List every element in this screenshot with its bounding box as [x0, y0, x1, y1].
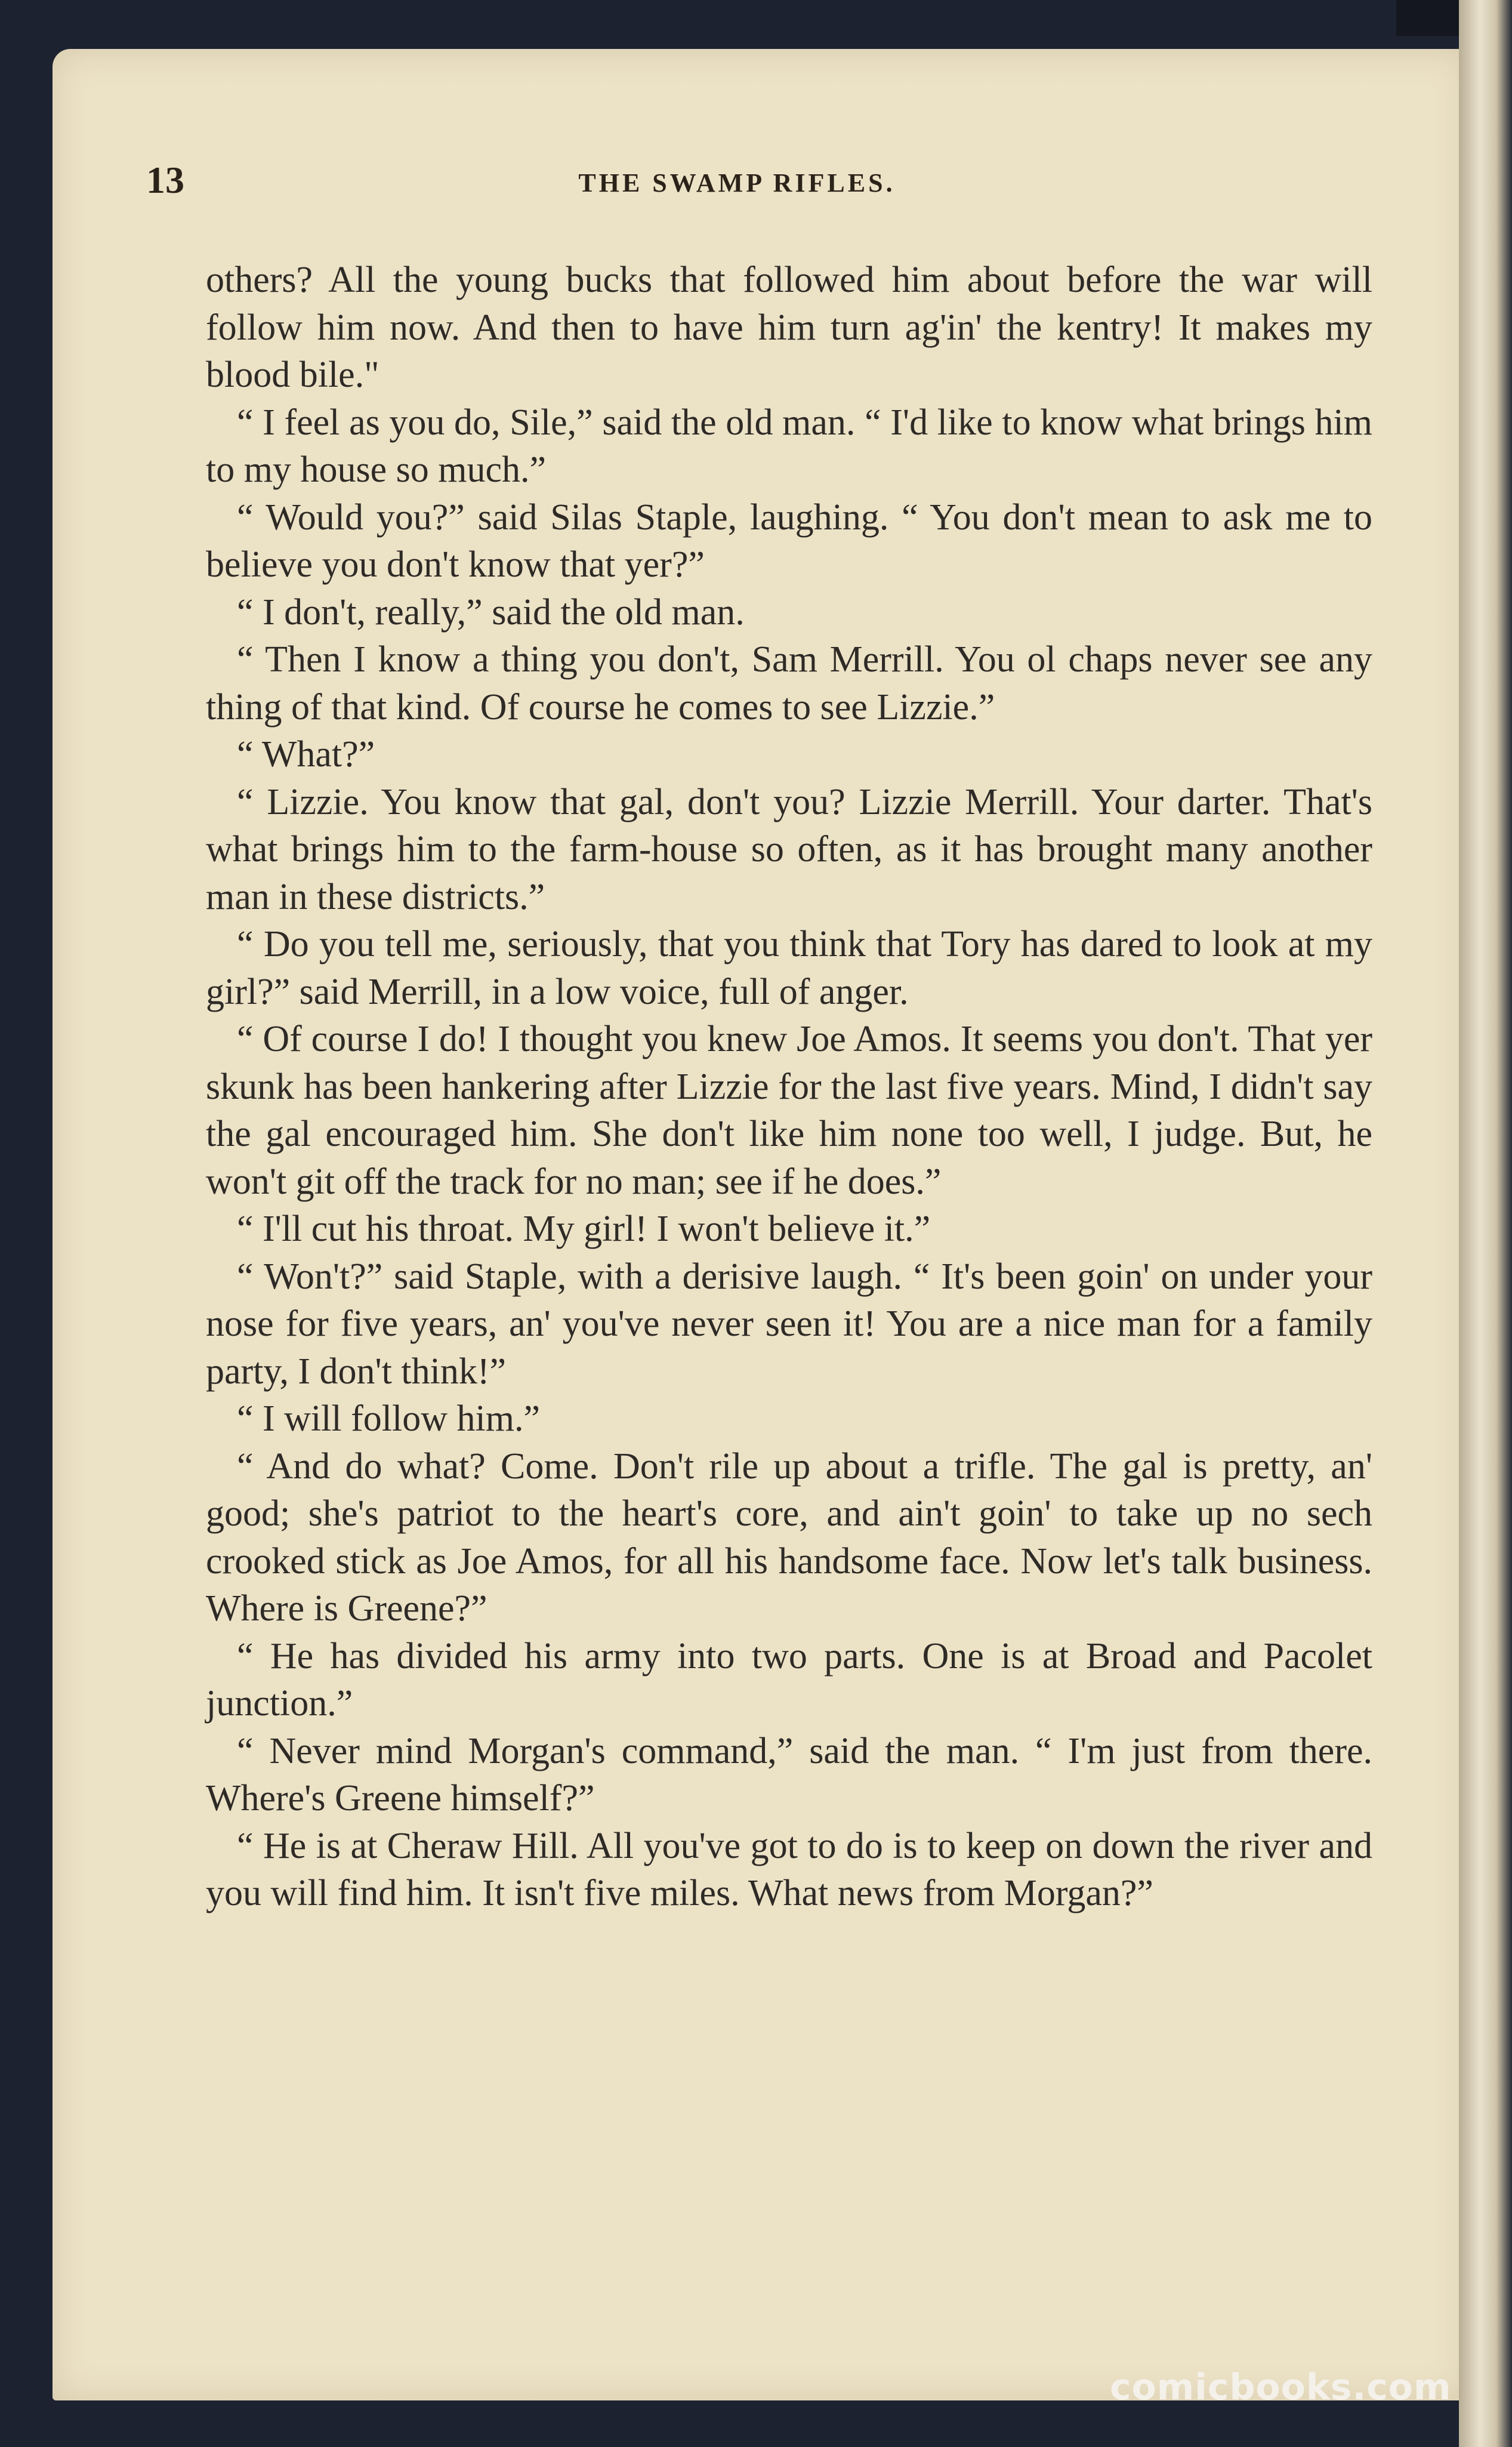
paragraph: “ He has divided his army into two parts. One is at Broad and Pacolet junction.”: [206, 1635, 1372, 1724]
body-text: [206, 257, 1372, 1918]
paragraph: “ Do you tell me, seriously, that you think that Tory has dared to look at my girl?” said Merrill, in a low voice, full of anger.: [206, 924, 1372, 1012]
paragraph: “ Then I know a thing you don't, Sam Merrill. You ol chaps never see any thing of that kind. Of course he comes to see Lizzie.”: [206, 639, 1372, 728]
paragraph: “ Lizzie. You know that gal, don't you? Lizzie Merrill. Your darter. That's what brings him to the farm-house so often, as it has brought many another man in these districts.”: [206, 781, 1372, 917]
paragraph: “ I feel as you do, Sile,” said the old man. “ I'd like to know what brings him to my house so much.”: [206, 402, 1372, 490]
paragraph: others? All the young bucks that followed him about before the war will follow him now. And then to have him turn ag'in' the kentry! It makes my blood bile.": [206, 260, 1372, 395]
paragraph: “ Won't?” said Staple, with a derisive laugh. “ It's been goin' on under your nose for five years, an' you've never seen it! You are a nice man for a family party, I don't think!”: [206, 1256, 1372, 1392]
paragraph: “ Would you?” said Silas Staple, laughing. “ You don't mean to ask me to believe you don't know that yer?”: [206, 497, 1372, 585]
paragraph: “ Of course I do! I thought you knew Joe Amos. It seems you don't. That yer skunk has been hankering after Lizzie for the last five years. Mind, I didn't say the gal encouraged him. She don't like him none too well, I judge. But, he won't git off the track for no man; see if he does.”: [206, 1019, 1372, 1202]
paragraph: “ What?”: [237, 734, 375, 775]
page-number: 13: [146, 159, 184, 201]
paragraph: “ He is at Cheraw Hill. All you've got to do is to keep on down the river and you will find him. It isn't five miles. What news from Morgan?”: [206, 1825, 1372, 1913]
paragraph: “ Never mind Morgan's command,” said the man. “ I'm just from there. Where's Greene himself?”: [206, 1730, 1372, 1819]
paragraph: “ I'll cut his throat. My girl! I won't believe it.”: [237, 1209, 931, 1249]
paragraph: “ I will follow him.”: [237, 1398, 540, 1439]
paragraph: “ I don't, really,” said the old man.: [237, 591, 745, 633]
watermark: comicbooks.com: [1110, 2366, 1452, 2408]
book-spine-edge: [1459, 0, 1512, 2447]
running-head: THE SWAMP RIFLES.: [578, 168, 896, 198]
page-header: [146, 152, 1328, 218]
paragraph: “ And do what? Come. Don't rile up about a trifle. The gal is pretty, an' good; she's patriot to the heart's core, and ain't goin' to take up no sech crooked stick as Joe Amos, for all his handsome face. Now let's talk business. Where is Greene?”: [206, 1446, 1372, 1629]
